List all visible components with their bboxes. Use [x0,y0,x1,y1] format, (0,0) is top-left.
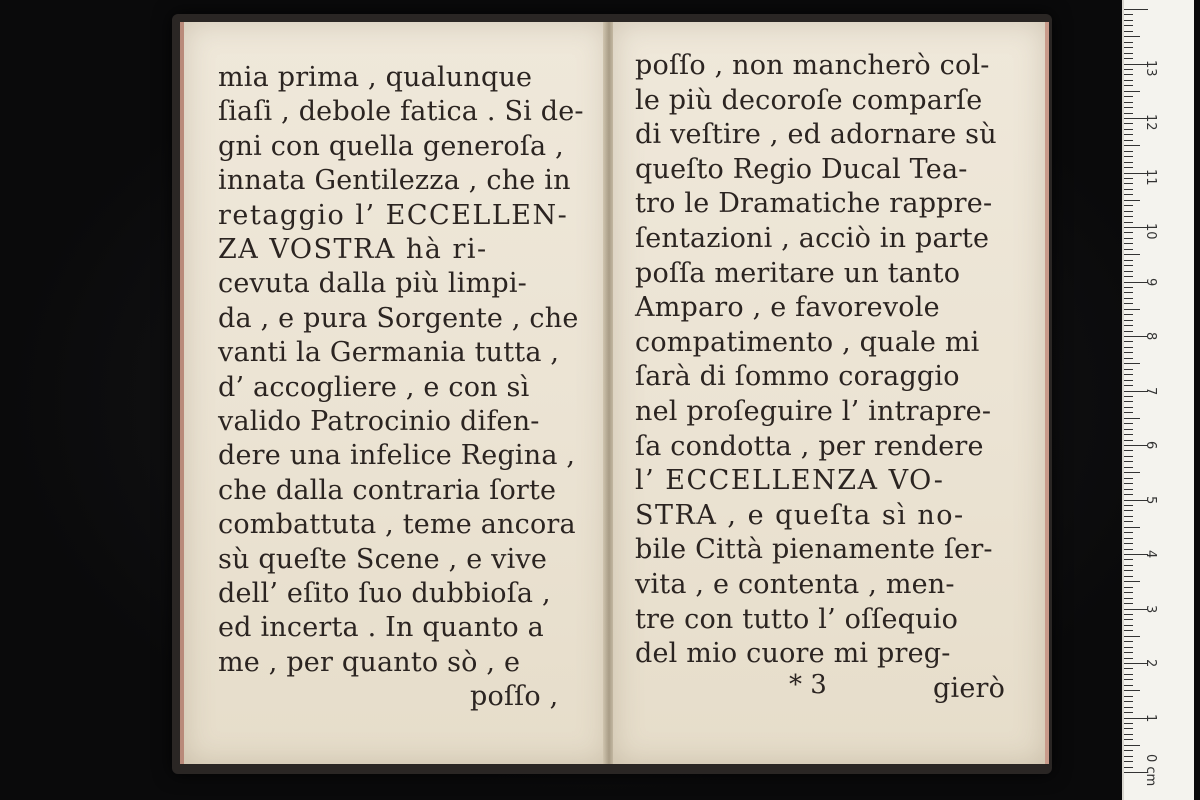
ruler-tick [1124,254,1140,255]
ruler-tick [1124,521,1133,522]
ruler-tick [1124,156,1133,157]
ruler-tick [1124,467,1133,468]
ruler-tick [1124,260,1133,261]
text-line: mia prima , qualunque [218,62,533,93]
text-line: ſa condotta , per rendere [635,430,984,462]
ruler-tick [1124,745,1140,746]
ruler-tick [1124,205,1133,206]
ruler-tick [1124,576,1133,577]
right-page [613,22,1049,764]
ruler-number: 12 [1143,114,1158,131]
ruler-tick [1124,162,1133,163]
ruler-tick [1124,331,1133,332]
ruler-tick [1124,292,1133,293]
text-line: dere una infelice Regina , [218,440,576,472]
ruler-tick [1124,123,1133,124]
ruler-number: 5 [1143,495,1158,504]
ruler-tick [1124,96,1133,97]
ruler-tick [1124,440,1133,441]
ruler-tick [1124,249,1133,250]
ruler-tick [1124,472,1140,473]
text-line: poſſo , non mancherò col- [635,50,990,81]
ruler-tick [1124,385,1133,386]
ruler-tick [1124,750,1133,751]
ruler-tick [1124,298,1133,299]
ruler-tick [1124,85,1133,86]
ruler-tick [1124,363,1140,364]
ruler-tick [1124,505,1133,506]
ruler-tick [1124,183,1133,184]
text-line: compatimento , quale mi [635,326,980,358]
text-line: ſentazioni , acciò in parte [635,223,990,254]
ruler-tick [1124,641,1133,642]
ruler-tick [1124,151,1133,152]
ruler-tick [1124,134,1133,135]
text-line: ſarà di ſommo coraggio [635,361,960,393]
ruler-tick [1124,429,1133,430]
ruler-tick [1124,314,1133,315]
text-line: cevuta dalla più limpi- [218,268,528,300]
text-line: ed incerta . In quanto a [218,612,544,644]
ruler-tick [1124,25,1133,26]
text-line: gni con quella generoſa , [218,130,564,162]
ruler-tick [1124,341,1133,342]
ruler-number: 6 [1143,441,1158,450]
ruler-tick [1124,489,1133,490]
ruler-tick [1124,74,1133,75]
ruler-tick [1124,494,1133,495]
text-line: STRA , e queſta sì no- [635,499,965,531]
ruler-tick [1124,216,1133,217]
ruler-tick [1124,625,1133,626]
text-line: tre con tutto l’ oſſequio [635,603,959,635]
ruler-tick [1124,510,1133,511]
ruler-tick [1124,581,1140,582]
ruler-number: 10 [1143,223,1158,240]
signature-mark: * 3 [789,670,827,700]
text-line: l’ ECCELLENZA VO- [635,465,945,497]
ruler-tick [1124,434,1133,435]
ruler-tick [1124,668,1133,669]
ruler-tick [1124,756,1133,757]
ruler-number: 9 [1143,277,1158,286]
ruler-number: 8 [1143,332,1158,341]
ruler-tick [1124,587,1133,588]
text-line: dell’ eſito ſuo dubbioſa , [218,578,551,609]
text-line: gierò [933,672,1006,704]
ruler-tick [1124,630,1133,631]
ruler-tick [1124,652,1133,653]
ruler-tick [1124,647,1133,648]
ruler-tick [1124,407,1133,408]
ruler-tick [1124,707,1133,708]
ruler-tick [1124,102,1133,103]
ruler-tick [1124,200,1140,201]
ruler-tick [1124,543,1133,544]
ruler-tick [1124,211,1133,212]
ruler-tick [1124,450,1133,451]
text-line: Amparo , e favorevole [635,292,940,324]
ruler-tick [1124,592,1133,593]
ruler-tick [1124,238,1133,239]
ruler-tick [1124,679,1133,680]
measurement-ruler [1122,0,1194,800]
ruler-tick [1124,412,1133,413]
text-line: da , e pura Sorgente , che [218,302,579,334]
text-line: ZA VOSTRA hà ri- [218,234,488,265]
ruler-tick [1124,271,1133,272]
ruler-tick [1124,91,1140,92]
ruler-tick [1124,113,1133,114]
ruler-tick [1124,20,1133,21]
ruler-tick [1124,320,1133,321]
ruler-tick [1124,734,1133,735]
text-line: ſiaſi , debole fatica . Si de- [218,96,584,128]
ruler-tick [1124,570,1133,571]
ruler-tick [1124,549,1133,550]
ruler-tick [1124,401,1133,402]
ruler-tick [1124,478,1133,479]
ruler-tick [1124,265,1133,266]
ruler-tick [1124,358,1133,359]
text-line: nel proſeguire l’ intrapre- [635,396,992,427]
ruler-tick [1124,619,1133,620]
ruler-tick [1124,723,1133,724]
ruler-tick [1124,140,1133,141]
ruler-tick [1124,380,1133,381]
ruler-tick [1124,598,1133,599]
ruler-tick [1124,53,1133,54]
ruler-tick [1124,276,1133,277]
text-line: le più decoroſe comparſe [635,84,983,116]
ruler-tick [1124,565,1133,566]
ruler-tick [1124,69,1133,70]
ruler-tick [1124,58,1133,59]
text-line: me , per quanto sò , e [218,646,521,678]
ruler-tick [1124,423,1133,424]
ruler-tick [1124,636,1140,637]
text-line: queſto Regio Ducal Tea- [635,153,968,185]
ruler-tick [1124,614,1133,615]
ruler-tick [1124,728,1133,729]
ruler-tick [1124,712,1133,713]
text-line: d’ accogliere , e con sì [218,371,530,403]
ruler-tick [1124,232,1133,233]
ruler-tick [1124,129,1133,130]
ruler-number: 2 [1143,659,1158,668]
ruler-tick [1124,674,1133,675]
text-line: poſſa meritare un tanto [635,257,961,289]
ruler-tick [1124,685,1133,686]
ruler-tick [1124,47,1133,48]
ruler-tick [1124,532,1133,533]
ruler-tick [1124,352,1133,353]
ruler-tick [1124,287,1133,288]
ruler-tick [1124,483,1133,484]
ruler-tick [1124,456,1133,457]
ruler-tick [1124,658,1133,659]
ruler-tick [1124,761,1133,762]
text-line: innata Gentilezza , che in [218,165,571,197]
ruler-tick [1124,690,1140,691]
ruler-tick [1124,461,1133,462]
ruler-tick [1124,538,1133,539]
ruler-tick [1124,145,1140,146]
ruler-number: 11 [1143,168,1158,186]
text-line: poſſo , [470,681,559,713]
ruler-tick [1124,325,1133,326]
ruler-tick [1124,559,1133,560]
ruler-tick [1124,303,1133,304]
ruler-tick [1124,31,1133,32]
ruler-tick [1124,527,1140,528]
text-line: vanti la Germania tutta , [218,337,560,369]
ruler-unit-label: 0 cm [1143,754,1158,787]
ruler-tick [1124,80,1133,81]
text-line: che dalla contraria ſorte [218,474,557,506]
ruler-tick [1124,396,1133,397]
ruler-tick [1124,36,1140,37]
text-line: del mio cuore mi preg- [635,638,951,670]
text-line: retaggio l’ ECCELLEN- [218,199,569,231]
text-line: di veſtire , ed adornare sù [635,119,997,151]
text-line: vita , e contenta , men- [635,569,955,600]
ruler-tick [1124,603,1133,604]
ruler-tick [1124,516,1133,517]
ruler-tick [1124,14,1133,15]
ruler-tick [1124,374,1133,375]
ruler-tick [1124,701,1133,702]
ruler-tick [1124,696,1133,697]
left-page [180,22,608,764]
ruler-tick [1124,243,1133,244]
ruler-tick [1124,194,1133,195]
ruler-tick [1124,739,1133,740]
ruler-number: 4 [1143,550,1158,559]
ruler-tick [1124,347,1133,348]
ruler-number: 13 [1143,59,1158,77]
ruler-number: 7 [1143,386,1158,395]
ruler-tick [1124,189,1133,190]
ruler-tick [1124,767,1133,768]
ruler-tick [1124,107,1133,108]
ruler-tick [1124,167,1133,168]
ruler-tick [1124,309,1140,310]
ruler-tick [1124,369,1133,370]
ruler-tick [1124,178,1133,179]
text-line: sù queſte Scene , e vive [218,543,548,575]
ruler-tick [1124,222,1133,223]
ruler-tick [1124,42,1133,43]
ruler-number: 1 [1143,713,1158,722]
ruler-number: 3 [1143,604,1158,613]
ruler-tick [1124,9,1148,10]
text-line: combattuta , teme ancora [218,509,576,541]
text-line: tro le Dramatiche rappre- [635,188,993,220]
text-line: valido Patrocinio difen- [218,406,540,437]
ruler-tick [1124,418,1140,419]
text-line: bile Città pienamente ſer- [635,534,993,566]
